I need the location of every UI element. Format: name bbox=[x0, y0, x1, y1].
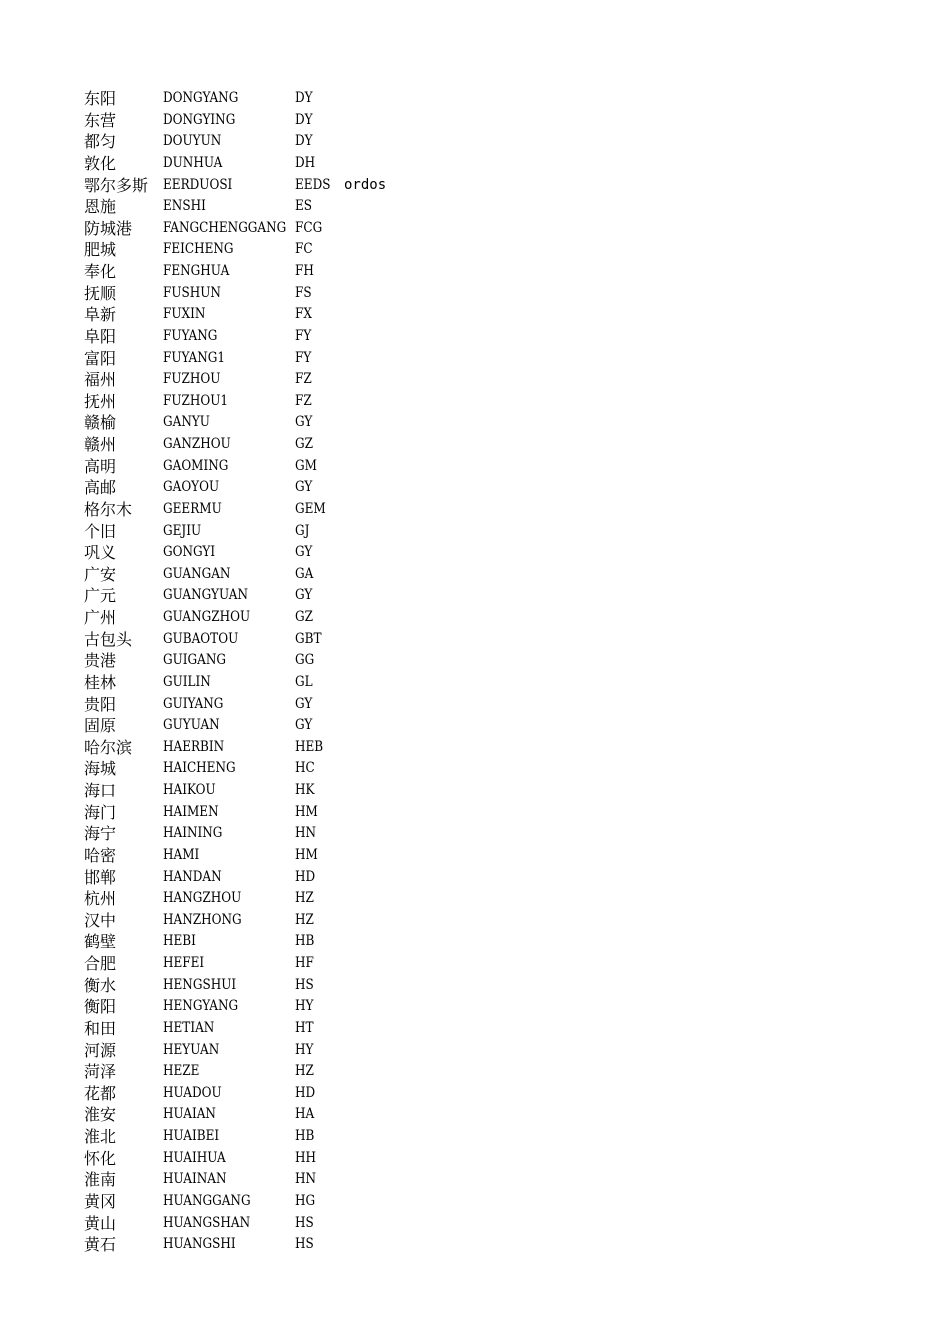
abbreviation-cell: GEM bbox=[295, 500, 326, 517]
pinyin-cell: DUNHUA bbox=[163, 154, 223, 171]
pinyin-cell: GUYUAN bbox=[163, 717, 220, 734]
pinyin-cell: DONGYANG bbox=[163, 90, 239, 106]
pinyin-cell: FUSHUN bbox=[163, 284, 221, 301]
city-name-cell: 花都 bbox=[84, 1083, 117, 1103]
pinyin-cell: HAICHENG bbox=[163, 760, 236, 777]
table-row bbox=[84, 412, 484, 434]
abbreviation-cell: FCG bbox=[295, 219, 323, 236]
pinyin-cell: HENGSHUI bbox=[163, 976, 237, 993]
city-name-cell: 奉化 bbox=[84, 262, 117, 281]
pinyin-cell: HUAIAN bbox=[163, 1106, 216, 1123]
table-row bbox=[84, 391, 484, 413]
city-name-cell: 淮南 bbox=[84, 1170, 117, 1190]
table-row bbox=[84, 1169, 484, 1191]
city-name-cell: 海城 bbox=[84, 759, 117, 779]
pinyin-cell: GONGYI bbox=[163, 544, 216, 561]
abbreviation-cell: GL bbox=[295, 673, 313, 690]
abbreviation-cell: HZ bbox=[295, 1063, 314, 1080]
city-name-cell: 海宁 bbox=[84, 824, 117, 844]
abbreviation-cell: FS bbox=[295, 284, 312, 301]
city-name-cell: 黄石 bbox=[84, 1235, 117, 1255]
abbreviation-cell: HY bbox=[295, 1041, 314, 1058]
table-row bbox=[84, 715, 484, 737]
pinyin-cell: HANGZHOU bbox=[163, 890, 242, 907]
pinyin-cell: GUBAOTOU bbox=[163, 630, 239, 647]
pinyin-cell: HETIAN bbox=[163, 1019, 215, 1036]
table-row bbox=[84, 931, 484, 953]
table-row bbox=[84, 326, 484, 348]
pinyin-cell: HAERBIN bbox=[163, 738, 225, 755]
city-name-cell: 衡水 bbox=[84, 975, 117, 995]
pinyin-cell: FANGCHENGGANG bbox=[163, 219, 287, 236]
city-code-table bbox=[84, 88, 484, 1256]
abbreviation-cell: HS bbox=[295, 1214, 314, 1231]
city-name-cell: 都匀 bbox=[84, 132, 117, 152]
abbreviation-cell: GY bbox=[295, 479, 313, 496]
table-row bbox=[84, 888, 484, 910]
pinyin-cell: HUADOU bbox=[163, 1084, 222, 1101]
pinyin-cell: FENGHUA bbox=[163, 263, 230, 279]
pinyin-cell: HENGYANG bbox=[163, 998, 239, 1015]
pinyin-cell: DOUYUN bbox=[163, 133, 222, 150]
city-name-cell: 富阳 bbox=[84, 348, 117, 368]
pinyin-cell: GEJIU bbox=[163, 522, 202, 539]
abbreviation-cell: FY bbox=[295, 349, 312, 366]
city-name-cell: 格尔木 bbox=[84, 499, 133, 519]
pinyin-cell: HUAINAN bbox=[163, 1171, 227, 1188]
city-name-cell: 抚州 bbox=[84, 391, 117, 411]
abbreviation-cell: DH bbox=[295, 154, 316, 171]
pinyin-cell: GEERMU bbox=[163, 500, 222, 517]
city-name-cell: 抚顺 bbox=[84, 283, 117, 303]
abbreviation-cell: HK bbox=[295, 782, 315, 798]
abbreviation-cell: HD bbox=[295, 1084, 316, 1101]
table-row bbox=[84, 802, 484, 824]
abbreviation-cell: HS bbox=[295, 976, 314, 993]
pinyin-cell: FUYANG bbox=[163, 327, 218, 344]
table-row bbox=[84, 542, 484, 564]
abbreviation-cell: HZ bbox=[295, 890, 314, 907]
table-row bbox=[84, 283, 484, 305]
table-row bbox=[84, 218, 484, 240]
city-name-cell: 汉中 bbox=[84, 910, 117, 930]
city-name-cell: 个旧 bbox=[84, 521, 117, 541]
abbreviation-cell: HM bbox=[295, 846, 318, 863]
abbreviation-cell: HD bbox=[295, 868, 316, 885]
pinyin-cell: HAINING bbox=[163, 825, 223, 842]
city-name-cell: 黄山 bbox=[84, 1213, 117, 1233]
table-row bbox=[84, 1061, 484, 1083]
pinyin-cell: GAOYOU bbox=[163, 479, 220, 496]
city-name-cell: 福州 bbox=[84, 370, 117, 390]
table-row bbox=[84, 564, 484, 586]
pinyin-cell: HUAIBEI bbox=[163, 1128, 220, 1144]
city-name-cell: 鄂尔多斯 bbox=[84, 175, 149, 195]
city-name-cell: 高邮 bbox=[84, 478, 117, 498]
abbreviation-cell: FC bbox=[295, 241, 313, 258]
table-row bbox=[84, 1234, 484, 1256]
table-row bbox=[84, 88, 484, 110]
pinyin-cell: GUILIN bbox=[163, 673, 211, 690]
abbreviation-cell: GY bbox=[295, 544, 313, 561]
abbreviation-cell: DY bbox=[295, 90, 313, 106]
table-row bbox=[84, 1104, 484, 1126]
pinyin-cell: FUXIN bbox=[163, 306, 206, 323]
abbreviation-cell: GA bbox=[295, 565, 314, 582]
table-row bbox=[84, 1191, 484, 1213]
table-row bbox=[84, 607, 484, 629]
table-row bbox=[84, 845, 484, 867]
table-row bbox=[84, 153, 484, 175]
table-row bbox=[84, 758, 484, 780]
table-row bbox=[84, 585, 484, 607]
pinyin-cell: GANZHOU bbox=[163, 436, 231, 452]
table-row bbox=[84, 1126, 484, 1148]
pinyin-cell: DONGYING bbox=[163, 111, 236, 128]
city-name-cell: 邯郸 bbox=[84, 867, 117, 887]
pinyin-cell: EERDUOSI bbox=[163, 176, 233, 193]
abbreviation-cell: GY bbox=[295, 695, 313, 712]
city-name-cell: 肥城 bbox=[84, 240, 117, 260]
abbreviation-cell: HA bbox=[295, 1106, 315, 1123]
pinyin-cell: HEZE bbox=[163, 1063, 200, 1080]
city-name-cell: 怀化 bbox=[84, 1148, 117, 1168]
pinyin-cell: FEICHENG bbox=[163, 241, 234, 258]
city-name-cell: 东营 bbox=[84, 110, 117, 130]
city-name-cell: 广州 bbox=[84, 608, 117, 627]
city-name-cell: 海门 bbox=[84, 802, 117, 822]
abbreviation-cell: GY bbox=[295, 717, 313, 734]
pinyin-cell: GUIGANG bbox=[163, 652, 226, 669]
pinyin-cell: HUANGGANG bbox=[163, 1192, 251, 1209]
table-row bbox=[84, 780, 484, 802]
abbreviation-cell: HF bbox=[295, 955, 314, 971]
city-name-cell: 菏泽 bbox=[84, 1062, 117, 1082]
table-row bbox=[84, 975, 484, 997]
table-row bbox=[84, 196, 484, 218]
table-row bbox=[84, 867, 484, 889]
city-name-cell: 阜新 bbox=[84, 305, 117, 325]
table-row bbox=[84, 456, 484, 478]
table-row bbox=[84, 910, 484, 932]
note-cell: ordos bbox=[344, 176, 387, 193]
city-name-cell: 淮北 bbox=[84, 1127, 117, 1146]
table-row bbox=[84, 348, 484, 370]
table-row bbox=[84, 261, 484, 283]
table-row bbox=[84, 304, 484, 326]
city-name-cell: 贵阳 bbox=[84, 694, 117, 714]
pinyin-cell: HEBI bbox=[163, 933, 196, 950]
city-name-cell: 赣州 bbox=[84, 435, 117, 454]
pinyin-cell: HEYUAN bbox=[163, 1041, 220, 1058]
city-name-cell: 古包头 bbox=[84, 629, 133, 649]
table-row bbox=[84, 1018, 484, 1040]
abbreviation-cell: FX bbox=[295, 306, 312, 323]
table-row bbox=[84, 521, 484, 543]
pinyin-cell: HANZHONG bbox=[163, 911, 242, 928]
pinyin-cell: FUZHOU1 bbox=[163, 392, 229, 409]
city-name-cell: 固原 bbox=[84, 716, 117, 736]
pinyin-cell: HAIKOU bbox=[163, 782, 216, 798]
abbreviation-cell: HG bbox=[295, 1192, 316, 1209]
table-row bbox=[84, 175, 484, 197]
abbreviation-cell: GG bbox=[295, 652, 315, 669]
table-row bbox=[84, 953, 484, 975]
city-name-cell: 杭州 bbox=[84, 889, 117, 909]
abbreviation-cell: HN bbox=[295, 1171, 317, 1188]
city-name-cell: 高明 bbox=[84, 456, 117, 476]
city-name-cell: 河源 bbox=[84, 1040, 117, 1060]
table-row bbox=[84, 434, 484, 456]
table-row bbox=[84, 1213, 484, 1235]
abbreviation-cell: GZ bbox=[295, 609, 313, 625]
pinyin-cell: HAMI bbox=[163, 846, 200, 863]
city-name-cell: 鹤壁 bbox=[84, 932, 117, 952]
table-row bbox=[84, 737, 484, 759]
pinyin-cell: GANYU bbox=[163, 414, 210, 431]
abbreviation-cell: GJ bbox=[295, 522, 310, 539]
abbreviation-cell: HB bbox=[295, 933, 315, 950]
abbreviation-cell: GZ bbox=[295, 436, 313, 452]
table-row bbox=[84, 110, 484, 132]
pinyin-cell: GUIYANG bbox=[163, 695, 224, 712]
city-name-cell: 合肥 bbox=[84, 954, 117, 973]
pinyin-cell: HUAIHUA bbox=[163, 1149, 226, 1166]
pinyin-cell: HUANGSHI bbox=[163, 1236, 236, 1253]
city-name-cell: 桂林 bbox=[84, 672, 117, 692]
abbreviation-cell: HZ bbox=[295, 911, 314, 928]
city-name-cell: 贵港 bbox=[84, 651, 117, 671]
abbreviation-cell: EEDS bbox=[295, 176, 331, 193]
abbreviation-cell: HS bbox=[295, 1236, 314, 1253]
pinyin-cell: ENSHI bbox=[163, 198, 206, 215]
table-row bbox=[84, 650, 484, 672]
abbreviation-cell: HT bbox=[295, 1019, 314, 1036]
abbreviation-cell: HC bbox=[295, 760, 315, 777]
city-name-cell: 和田 bbox=[84, 1018, 117, 1038]
city-name-cell: 哈密 bbox=[84, 845, 117, 865]
abbreviation-cell: FZ bbox=[295, 392, 312, 409]
abbreviation-cell: GY bbox=[295, 587, 313, 604]
city-name-cell: 黄冈 bbox=[84, 1191, 117, 1211]
abbreviation-cell: DY bbox=[295, 133, 313, 150]
table-row bbox=[84, 1083, 484, 1105]
table-row bbox=[84, 823, 484, 845]
abbreviation-cell: HH bbox=[295, 1149, 317, 1166]
city-name-cell: 敦化 bbox=[84, 153, 117, 173]
city-name-cell: 淮安 bbox=[84, 1105, 117, 1125]
table-row bbox=[84, 499, 484, 521]
abbreviation-cell: HB bbox=[295, 1128, 315, 1144]
pinyin-cell: FUZHOU bbox=[163, 371, 221, 388]
table-row bbox=[84, 1148, 484, 1170]
pinyin-cell: HEFEI bbox=[163, 955, 205, 971]
city-name-cell: 广安 bbox=[84, 564, 117, 584]
pinyin-cell: HUANGSHAN bbox=[163, 1214, 251, 1231]
table-row bbox=[84, 1040, 484, 1062]
table-row bbox=[84, 131, 484, 153]
table-row bbox=[84, 996, 484, 1018]
table-row bbox=[84, 369, 484, 391]
table-row bbox=[84, 694, 484, 716]
city-name-cell: 东阳 bbox=[84, 89, 117, 108]
abbreviation-cell: HY bbox=[295, 998, 314, 1015]
abbreviation-cell: GBT bbox=[295, 630, 322, 647]
abbreviation-cell: DY bbox=[295, 111, 313, 128]
city-name-cell: 阜阳 bbox=[84, 326, 117, 346]
pinyin-cell: GAOMING bbox=[163, 457, 229, 474]
abbreviation-cell: FY bbox=[295, 327, 312, 344]
abbreviation-cell: FH bbox=[295, 263, 314, 279]
city-name-cell: 赣榆 bbox=[84, 413, 117, 433]
pinyin-cell: GUANGYUAN bbox=[163, 587, 248, 604]
city-name-cell: 巩义 bbox=[84, 543, 117, 563]
city-name-cell: 防城港 bbox=[84, 218, 133, 238]
city-name-cell: 衡阳 bbox=[84, 997, 117, 1017]
pinyin-cell: GUANGAN bbox=[163, 565, 231, 582]
city-name-cell: 恩施 bbox=[84, 197, 117, 217]
city-name-cell: 哈尔滨 bbox=[84, 737, 133, 757]
abbreviation-cell: ES bbox=[295, 198, 313, 215]
table-row bbox=[84, 477, 484, 499]
table-row bbox=[84, 629, 484, 651]
pinyin-cell: HANDAN bbox=[163, 868, 222, 885]
pinyin-cell: HAIMEN bbox=[163, 803, 219, 820]
abbreviation-cell: HN bbox=[295, 825, 317, 842]
table-row bbox=[84, 672, 484, 694]
city-name-cell: 广元 bbox=[84, 586, 117, 606]
abbreviation-cell: GM bbox=[295, 457, 317, 474]
abbreviation-cell: GY bbox=[295, 414, 313, 431]
city-name-cell: 海口 bbox=[84, 781, 117, 800]
pinyin-cell: FUYANG1 bbox=[163, 349, 226, 366]
abbreviation-cell: HM bbox=[295, 803, 318, 820]
pinyin-cell: GUANGZHOU bbox=[163, 609, 251, 625]
table-row bbox=[84, 239, 484, 261]
abbreviation-cell: FZ bbox=[295, 371, 312, 388]
abbreviation-cell: HEB bbox=[295, 738, 324, 755]
